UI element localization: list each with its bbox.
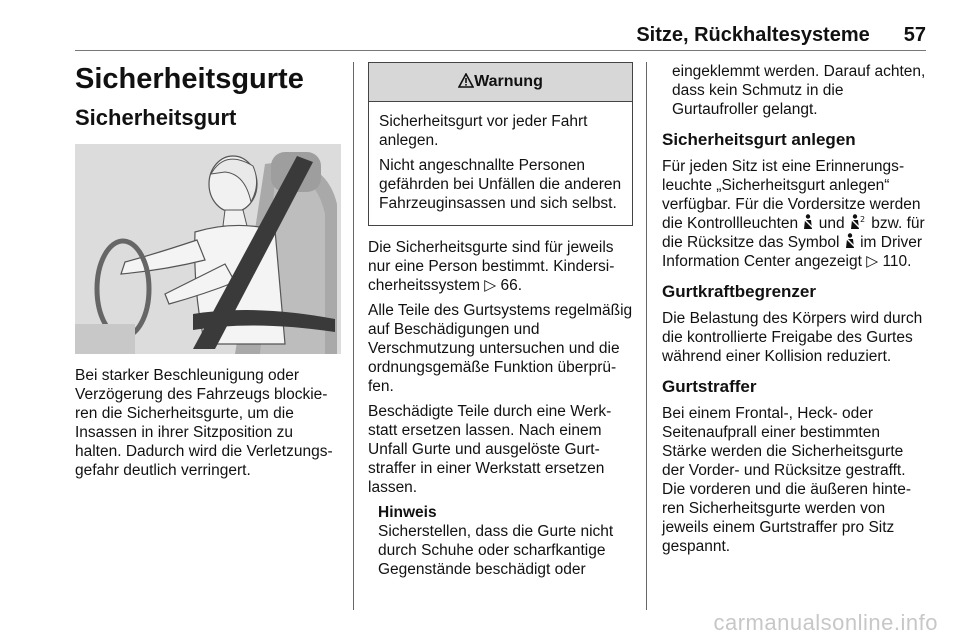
heading-pretensioner: Gurtstraffer <box>662 377 757 396</box>
seatbelt-reminder-2-icon <box>849 214 867 230</box>
note-block <box>368 503 633 579</box>
reminder-text-4: im Driver Information Center angezeigt <box>662 234 923 270</box>
paragraph-force-limiter: Die Belastung des Körpers wird durch die kontrollierte Freigabe des Gurtes während einer Kollision reduziert. <box>662 310 923 365</box>
header-divider <box>75 50 926 51</box>
svg-text:2: 2 <box>859 215 866 224</box>
main-heading: Sicherheitsgurte <box>75 63 304 95</box>
reminder-text-1: Für jeden Sitz ist eine Erinnerungsleuchte „Sicherheitsgurt anlegen“ verfügbar. Für die Vordersitze werden die Kontrollleuchten <box>662 158 921 232</box>
page-ref-link[interactable]: 110. <box>882 253 912 270</box>
warning-text-2: Nicht angeschnallte Personen gefährden bei Unfällen die anderen Fahrzeuginsassen und sich selbst. <box>379 157 622 212</box>
note-text: Sicherstellen, dass die Gurte nicht durch Schuhe oder scharfkantige Gegenstände beschädigt oder <box>378 523 614 578</box>
warning-text-1: Sicherheitsgurt vor jeder Fahrt anlegen. <box>379 113 588 149</box>
warning-body <box>369 102 632 225</box>
page-ref-arrow-icon: ▷ <box>866 253 879 270</box>
column-2 <box>368 62 633 579</box>
paragraph-one-person-text: Die Sicherheitsgurte sind für jeweils nur eine Person bestimmt. Kindersicherheitssystem <box>368 239 615 294</box>
seatbelt-rear-icon <box>844 233 856 249</box>
column-3 <box>662 62 928 562</box>
paragraph-inspection: Alle Teile des Gurtsystems regelmäßig auf Beschädigungen und Verschmutzung untersuchen und die ordnungsgemäße Funktion überprüfen. <box>368 302 633 395</box>
paragraph-reminder <box>662 157 928 271</box>
sub-heading: Sicherheitsgurt <box>75 105 237 130</box>
paragraph-pretensioner: Bei einem Frontal-, Heck- oder Seitenaufprall einer bestimmten Stärke werden die Sicherheitsgurte der Vorder- und Rücksitze gestrafft. Die vorderen und die äußeren hinteren Sicherheitsgurte werden von jeweils einem Gurtstraffer pro Sitz gespannt. <box>662 405 912 555</box>
warning-title: Warnung <box>474 73 543 90</box>
page-ref-link[interactable]: 66. <box>500 277 523 294</box>
page-number: 57 <box>903 24 926 46</box>
warning-triangle-icon <box>458 73 474 88</box>
note-continuation: eingeklemmt werden. Darauf achten, dass kein Schmutz in die Gurtaufroller gelangt. <box>672 63 926 118</box>
column-1 <box>75 62 341 486</box>
chapter-title: Sitze, Rückhaltesysteme <box>636 24 870 46</box>
seatbelt-reminder-icon <box>802 214 814 230</box>
watermark: carmanualsonline.info <box>713 610 938 635</box>
seated-driver-with-seatbelt-illustration <box>75 144 341 354</box>
paragraph-belt-function: Bei starker Beschleunigung oder Verzögerung des Fahrzeugs blockieren die Sicherheitsgurte, um die Insassen in ihrer Sitzposition zu halten. Dadurch wird die Verletzungsgefahr deutlich verringert. <box>75 367 333 479</box>
heading-force-limiter: Gurtkraftbegrenzer <box>662 282 816 301</box>
column-divider-2 <box>646 62 647 610</box>
warning-header <box>369 63 632 102</box>
paragraph-replacement: Beschädigte Teile durch eine Werkstatt ersetzen lassen. Nach einem Unfall Gurte und ausgelöste Gurtstraffer in einer Werkstatt ersetzen lassen. <box>368 403 612 496</box>
heading-belt-fastening: Sicherheitsgurt anlegen <box>662 130 856 149</box>
paragraph-one-person <box>368 238 633 295</box>
warning-box <box>368 62 633 226</box>
reminder-text-3: bzw. für die Rücksitze das Symbol <box>662 215 925 251</box>
page-ref-arrow-icon: ▷ <box>484 277 497 294</box>
column-divider-1 <box>353 62 354 610</box>
note-label: Hinweis <box>378 504 437 521</box>
reminder-text-2: und <box>814 215 849 232</box>
